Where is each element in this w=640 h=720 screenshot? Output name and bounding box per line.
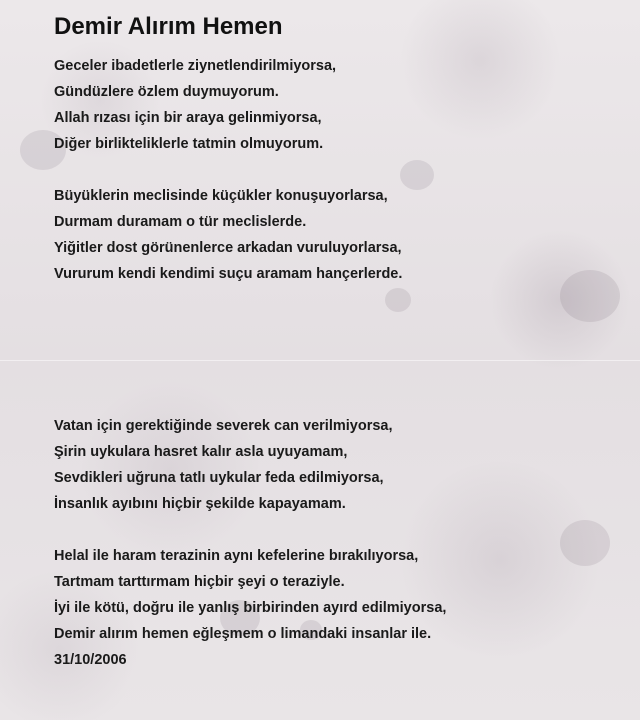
- poem-line: Şirin uykulara hasret kalır asla uyuyamam,: [54, 444, 348, 460]
- stanza-4: [54, 543, 614, 647]
- poem-line: Geceler ibadetlerle ziynetlendirilmiyorsa,: [54, 58, 337, 74]
- poem-line: Gündüzlere özlem duymuyorum.: [54, 84, 279, 100]
- stanza-3: [54, 413, 614, 517]
- stanza-gap: [54, 157, 614, 183]
- poem-line: Sevdikleri uğruna tatlı uykular feda edilmiyorsa,: [54, 470, 384, 486]
- poem-line: Vururum kendi kendimi suçu aramam hançerlerde.: [54, 266, 403, 282]
- poem-line: İyi ile kötü, doğru ile yanlış birbirinden ayırd edilmiyorsa,: [54, 600, 447, 616]
- poem-line: İnsanlık ayıbını hiçbir şekilde kapayamam.: [54, 496, 346, 512]
- poem-line: Helal ile haram terazinin aynı kefelerine bırakılıyorsa,: [54, 548, 419, 564]
- poem-line: Allah rızası için bir araya gelinmiyorsa,: [54, 110, 322, 126]
- stanza-2: [54, 183, 614, 287]
- poem-line: Tartmam tarttırmam hiçbir şeyi o teraziyle.: [54, 574, 345, 590]
- poem: [54, 12, 614, 673]
- poem-line: Büyüklerin meclisinde küçükler konuşuyorlarsa,: [54, 188, 388, 204]
- poem-line: Yiğitler dost görünenlerce arkadan vuruluyorlarsa,: [54, 240, 402, 256]
- poem-line: Demir alırım hemen eğleşmem o limandaki insanlar ile.: [54, 626, 432, 642]
- poem-title: Demir Alırım Hemen: [54, 13, 283, 40]
- section-gap: [54, 287, 614, 413]
- poem-date: 31/10/2006: [54, 652, 127, 668]
- poem-line: Durmam duramam o tür meclislerde.: [54, 214, 307, 230]
- poem-line: Diğer birlikteliklerle tatmin olmuyorum.: [54, 136, 324, 152]
- stanza-gap: [54, 517, 614, 543]
- poem-line: Vatan için gerektiğinde severek can verilmiyorsa,: [54, 418, 393, 434]
- stanza-1: [54, 53, 614, 157]
